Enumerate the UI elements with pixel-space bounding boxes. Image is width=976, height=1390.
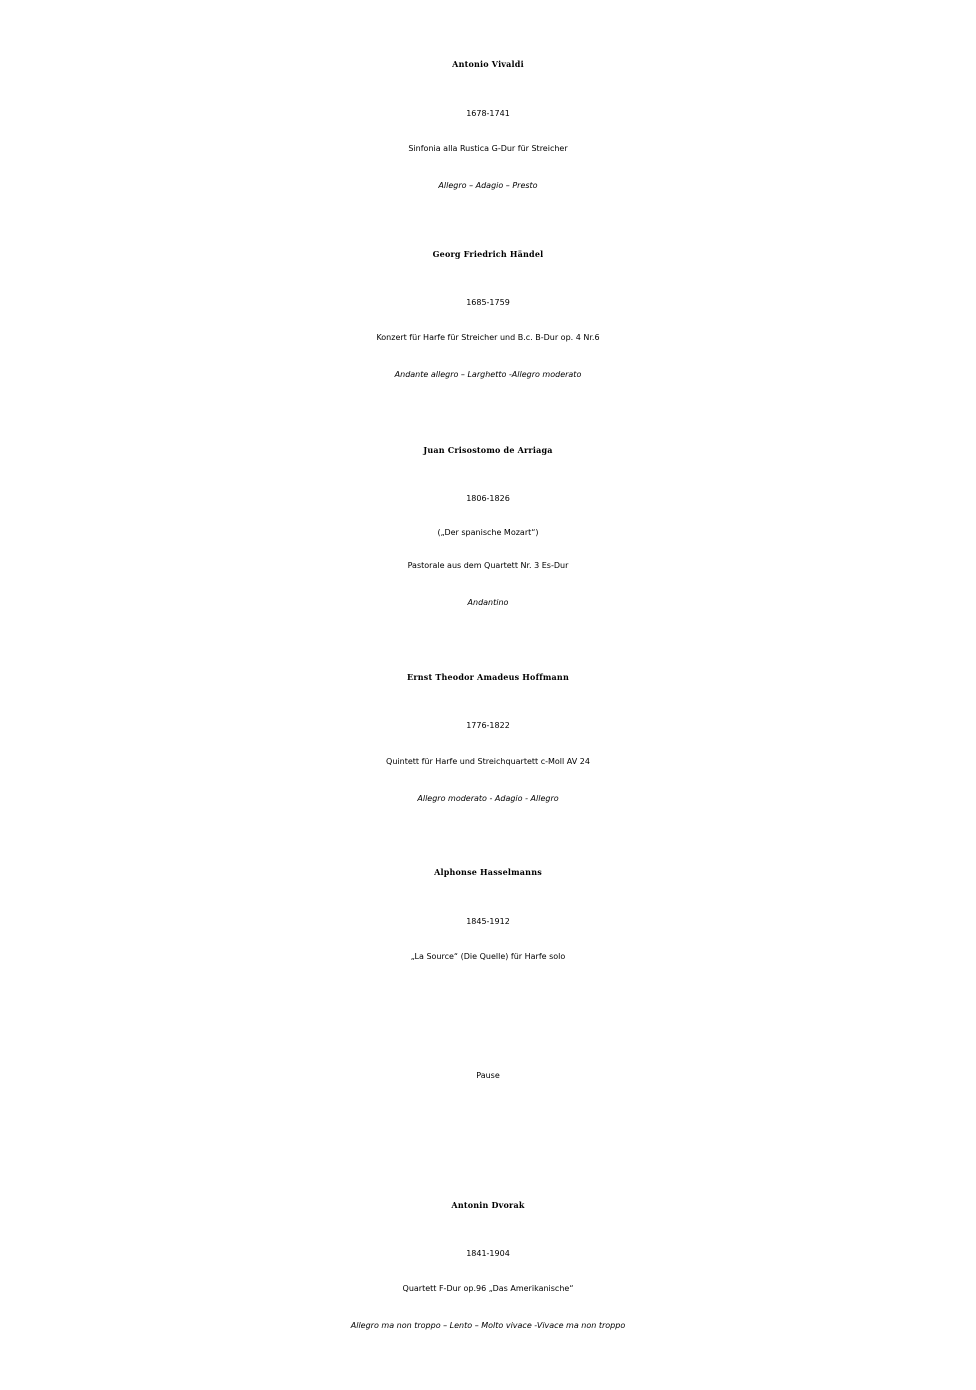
composer-name: Juan Crisostomo de Arriaga — [423, 445, 553, 455]
composer-years: 1776-1822 — [466, 721, 510, 730]
composer-name: Ernst Theodor Amadeus Hoffmann — [407, 672, 569, 682]
work-title: „La Source“ (Die Quelle) für Harfe solo — [410, 952, 566, 961]
work-movements: Allegro – Adagio – Presto — [438, 181, 538, 190]
composer-name: Georg Friedrich Händel — [432, 249, 544, 259]
composer-years: 1678-1741 — [466, 109, 510, 118]
work-title: Quintett für Harfe und Streichquartett c-Moll AV 24 — [386, 757, 590, 766]
composer-name: Antonio Vivaldi — [452, 59, 524, 69]
work-movements: Andante allegro – Larghetto -Allegro moderato — [394, 370, 582, 379]
work-movements: Andantino — [467, 598, 509, 607]
intermission-label: Pause — [476, 1071, 500, 1080]
composer-name: Alphonse Hasselmanns — [434, 867, 542, 877]
work-title: Sinfonia alla Rustica G-Dur für Streicher — [408, 144, 568, 153]
work-movements: Allegro moderato - Adagio - Allegro — [417, 794, 559, 803]
work-title: Quartett F-Dur op.96 „Das Amerikanische“ — [402, 1284, 574, 1293]
work-title: Pastorale aus dem Quartett Nr. 3 Es-Dur — [407, 561, 569, 570]
composer-name: Antonin Dvorak — [451, 1200, 525, 1210]
composer-years: 1806-1826 — [466, 494, 510, 503]
work-movements: Allegro ma non troppo – Lento – Molto vivace -Vivace ma non troppo — [350, 1321, 626, 1330]
work-title: Konzert für Harfe für Streicher und B.c. B-Dur op. 4 Nr.6 — [376, 333, 600, 342]
composer-years: 1845-1912 — [466, 917, 510, 926]
composer-years: 1841-1904 — [466, 1249, 510, 1258]
composer-years: 1685-1759 — [466, 298, 510, 307]
composer-nickname: („Der spanische Mozart“) — [437, 528, 539, 537]
